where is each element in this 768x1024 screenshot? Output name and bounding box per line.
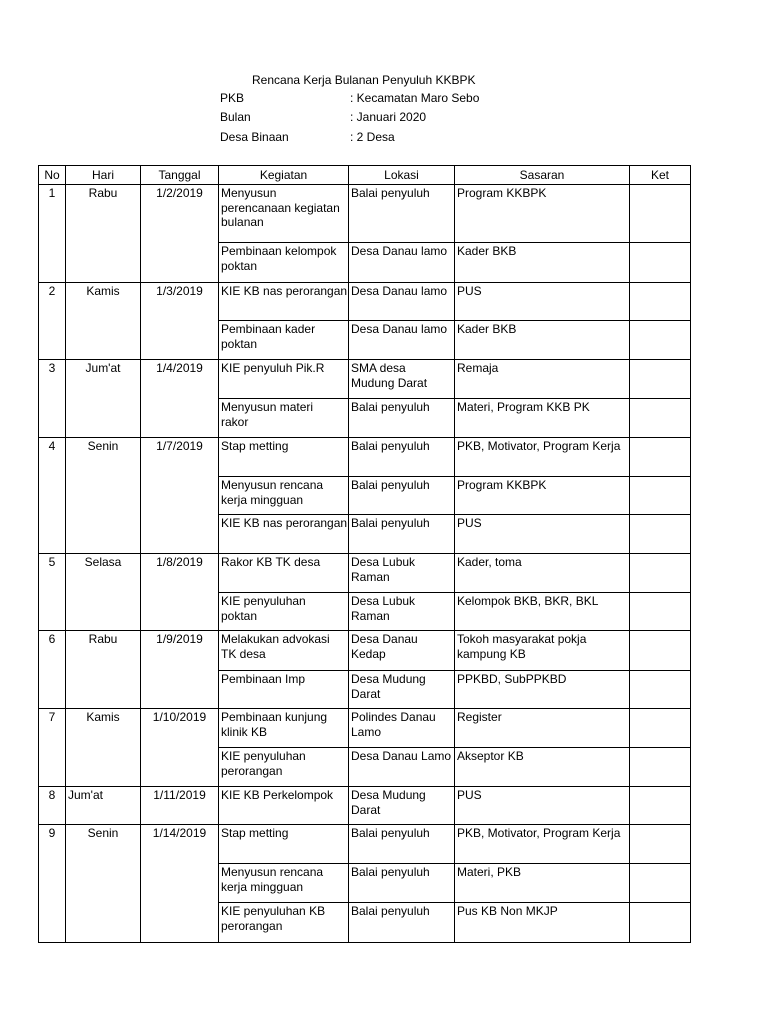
cell-kegiatan: Menyusun rencana kerja mingguan (219, 477, 349, 515)
cell-sasaran: Program KKBPK (455, 477, 630, 515)
info-label-desa-binaan: Desa Binaan (220, 130, 289, 144)
info-label-bulan: Bulan (220, 110, 251, 124)
cell-kegiatan: Menyusun rencana kerja mingguan (219, 864, 349, 903)
table-row (39, 631, 691, 671)
cell-ket (630, 748, 691, 787)
cell-kegiatan: Melakukan advokasi TK desa (219, 631, 349, 671)
cell-ket (630, 438, 691, 477)
cell-kegiatan: Menyusun materi rakor (219, 399, 349, 438)
cell-sasaran: PUS (455, 787, 630, 825)
cell-ket (630, 903, 691, 943)
cell-ket (630, 360, 691, 399)
table-body (39, 185, 691, 943)
table-row (39, 283, 691, 321)
cell-ket (630, 787, 691, 825)
cell-tanggal: 1/2/2019 (141, 185, 219, 283)
cell-kegiatan: KIE KB nas perorangan (219, 283, 349, 321)
cell-kegiatan: KIE penyuluhan poktan (219, 593, 349, 631)
table-header-row (39, 166, 691, 185)
cell-sasaran: PUS (455, 283, 630, 321)
cell-no: 4 (39, 438, 66, 554)
cell-ket (630, 671, 691, 709)
cell-no: 7 (39, 709, 66, 787)
cell-no: 3 (39, 360, 66, 438)
cell-hari: Kamis (66, 709, 141, 787)
cell-lokasi: Desa Danau lamo (349, 283, 455, 321)
cell-hari: Selasa (66, 554, 141, 631)
cell-no: 8 (39, 787, 66, 825)
cell-hari: Rabu (66, 185, 141, 283)
cell-no: 5 (39, 554, 66, 631)
cell-lokasi: Balai penyuluh (349, 438, 455, 477)
cell-tanggal: 1/4/2019 (141, 360, 219, 438)
info-label-pkb: PKB (220, 91, 245, 105)
cell-kegiatan: Stap metting (219, 825, 349, 864)
cell-ket (630, 709, 691, 748)
info-value-bulan: : Januari 2020 (350, 110, 427, 124)
cell-sasaran: PPKBD, SubPPKBD (455, 671, 630, 709)
table-row (39, 709, 691, 748)
cell-sasaran: Materi, PKB (455, 864, 630, 903)
cell-lokasi: Desa Lubuk Raman (349, 593, 455, 631)
cell-kegiatan: Pembinaan kader poktan (219, 321, 349, 360)
cell-lokasi: Balai penyuluh (349, 185, 455, 243)
cell-lokasi: Balai penyuluh (349, 515, 455, 554)
header-hari: Hari (66, 166, 141, 185)
cell-ket (630, 283, 691, 321)
cell-tanggal: 1/14/2019 (141, 825, 219, 943)
cell-sasaran: Program KKBPK (455, 185, 630, 243)
cell-lokasi: Balai penyuluh (349, 825, 455, 864)
header-tanggal: Tanggal (141, 166, 219, 185)
cell-hari: Rabu (66, 631, 141, 709)
cell-kegiatan: Rakor KB TK desa (219, 554, 349, 593)
cell-kegiatan: Menyusun perencanaan kegiatan bulanan (219, 185, 349, 243)
document-title: Rencana Kerja Bulanan Penyuluh KKBPK (252, 73, 476, 87)
cell-kegiatan: KIE penyuluh Pik.R (219, 360, 349, 399)
cell-kegiatan: Stap metting (219, 438, 349, 477)
cell-no: 2 (39, 283, 66, 360)
cell-hari: Senin (66, 825, 141, 943)
cell-kegiatan: Pembinaan kunjung klinik KB (219, 709, 349, 748)
cell-ket (630, 593, 691, 631)
cell-kegiatan: KIE KB nas perorangan (219, 515, 349, 554)
cell-hari: Kamis (66, 283, 141, 360)
cell-sasaran: Pus KB Non MKJP (455, 903, 630, 943)
table-row (39, 787, 691, 825)
cell-sasaran: Kader BKB (455, 321, 630, 360)
cell-sasaran: Kader BKB (455, 243, 630, 283)
cell-lokasi: Balai penyuluh (349, 399, 455, 438)
cell-lokasi: Balai penyuluh (349, 903, 455, 943)
cell-sasaran: Kelompok BKB, BKR, BKL (455, 593, 630, 631)
cell-no: 6 (39, 631, 66, 709)
header-sasaran: Sasaran (455, 166, 630, 185)
table-row (39, 185, 691, 243)
cell-ket (630, 477, 691, 515)
cell-sasaran: Kader, toma (455, 554, 630, 593)
cell-sasaran: PKB, Motivator, Program Kerja (455, 825, 630, 864)
header-kegiatan: Kegiatan (219, 166, 349, 185)
cell-hari: Jum'at (66, 360, 141, 438)
cell-tanggal: 1/11/2019 (141, 787, 219, 825)
info-value-pkb: : Kecamatan Maro Sebo (350, 91, 480, 105)
cell-no: 9 (39, 825, 66, 943)
table-row (39, 825, 691, 864)
cell-kegiatan: Pembinaan Imp (219, 671, 349, 709)
cell-lokasi: Desa Mudung Darat (349, 787, 455, 825)
cell-tanggal: 1/8/2019 (141, 554, 219, 631)
cell-sasaran: PKB, Motivator, Program Kerja (455, 438, 630, 477)
cell-lokasi: Balai penyuluh (349, 477, 455, 515)
info-value-desa-binaan: : 2 Desa (350, 130, 395, 144)
cell-ket (630, 243, 691, 283)
cell-tanggal: 1/3/2019 (141, 283, 219, 360)
table-header (39, 166, 691, 185)
cell-ket (630, 399, 691, 438)
cell-lokasi: Balai penyuluh (349, 864, 455, 903)
cell-hari: Senin (66, 438, 141, 554)
header-no: No (39, 166, 66, 185)
cell-ket (630, 825, 691, 864)
cell-lokasi: SMA desa Mudung Darat (349, 360, 455, 399)
cell-tanggal: 1/10/2019 (141, 709, 219, 787)
cell-sasaran: Materi, Program KKB PK (455, 399, 630, 438)
cell-kegiatan: Pembinaan kelompok poktan (219, 243, 349, 283)
table-row (39, 360, 691, 399)
cell-ket (630, 864, 691, 903)
cell-tanggal: 1/7/2019 (141, 438, 219, 554)
cell-ket (630, 321, 691, 360)
cell-ket (630, 631, 691, 671)
cell-lokasi: Desa Danau Kedap (349, 631, 455, 671)
cell-lokasi: Desa Mudung Darat (349, 671, 455, 709)
cell-sasaran: Tokoh masyarakat pokja kampung KB (455, 631, 630, 671)
cell-hari: Jum'at (66, 787, 141, 825)
cell-ket (630, 554, 691, 593)
cell-lokasi: Desa Lubuk Raman (349, 554, 455, 593)
work-plan-table (38, 165, 691, 943)
cell-lokasi: Desa Danau Lamo (349, 748, 455, 787)
cell-lokasi: Desa Danau lamo (349, 321, 455, 360)
cell-sasaran: Akseptor KB (455, 748, 630, 787)
cell-ket (630, 185, 691, 243)
cell-kegiatan: KIE KB Perkelompok (219, 787, 349, 825)
cell-lokasi: Polindes Danau Lamo (349, 709, 455, 748)
header-lokasi: Lokasi (349, 166, 455, 185)
cell-sasaran: Register (455, 709, 630, 748)
cell-tanggal: 1/9/2019 (141, 631, 219, 709)
cell-kegiatan: KIE penyuluhan perorangan (219, 748, 349, 787)
cell-lokasi: Desa Danau lamo (349, 243, 455, 283)
cell-ket (630, 515, 691, 554)
cell-no: 1 (39, 185, 66, 283)
cell-kegiatan: KIE penyuluhan KB perorangan (219, 903, 349, 943)
header-ket: Ket (630, 166, 691, 185)
table-row (39, 438, 691, 477)
table-row (39, 554, 691, 593)
cell-sasaran: PUS (455, 515, 630, 554)
cell-sasaran: Remaja (455, 360, 630, 399)
